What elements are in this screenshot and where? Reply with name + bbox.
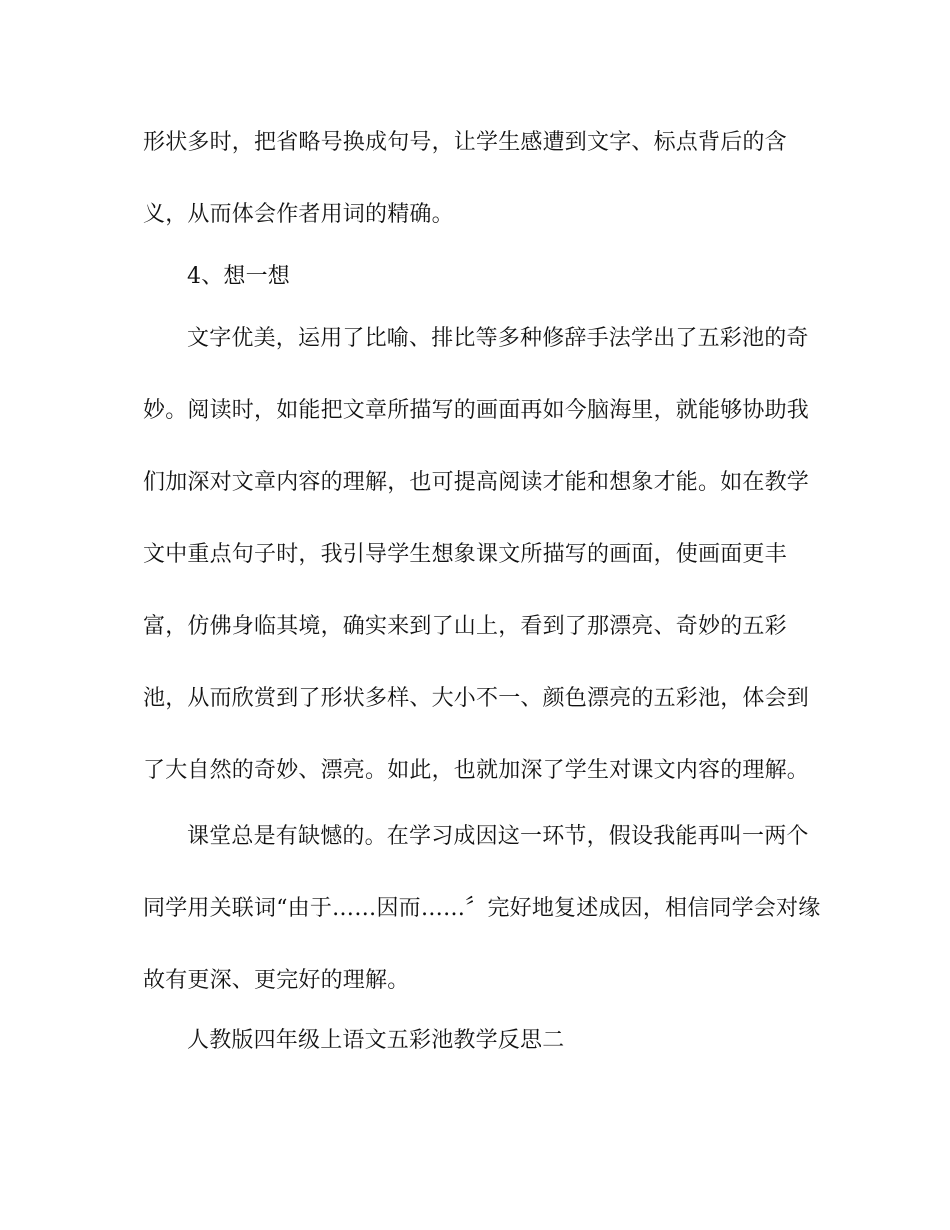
paragraph-line: 了大自然的奇妙、漂亮。如此，也就加深了学生对课文内容的理解。 xyxy=(143,758,810,783)
paragraph-line: 课堂总是有缺憾的。在学习成因这一环节，假设我能再叫一两个 xyxy=(187,824,809,849)
subheading: 人教版四年级上语文五彩池教学反思二 xyxy=(187,1028,565,1053)
paragraph-line: 义，从而体会作者用词的精确。 xyxy=(143,202,454,227)
section-heading: 4、想一想 xyxy=(187,264,290,289)
paragraph-line: 们加深对文章内容的理解，也可提高阅读才能和想象才能。如在教学 xyxy=(143,470,810,495)
paragraph-line: 池，从而欣赏到了形状多样、大小不一、颜色漂亮的五彩池，体会到 xyxy=(143,686,810,711)
paragraph-line: 同学用关联词“由于……因而……〞完好地复述成因，相信同学会对缘 xyxy=(143,896,821,921)
paragraph-line: 文中重点句子时，我引导学生想象课文所描写的画面，使画面更丰 xyxy=(143,542,787,567)
paragraph-line: 故有更深、更完好的理解。 xyxy=(143,968,410,993)
paragraph-line: 妙。阅读时，如能把文章所描写的画面再如今脑海里，就能够协助我 xyxy=(143,398,810,423)
paragraph-line: 文字优美，运用了比喻、排比等多种修辞手法学出了五彩池的奇 xyxy=(187,326,809,351)
paragraph-line: 富，仿佛身临其境，确实来到了山上，看到了那漂亮、奇妙的五彩 xyxy=(143,614,787,639)
paragraph-line: 形状多时，把省略号换成句号，让学生感遭到文字、标点背后的含 xyxy=(143,130,787,155)
